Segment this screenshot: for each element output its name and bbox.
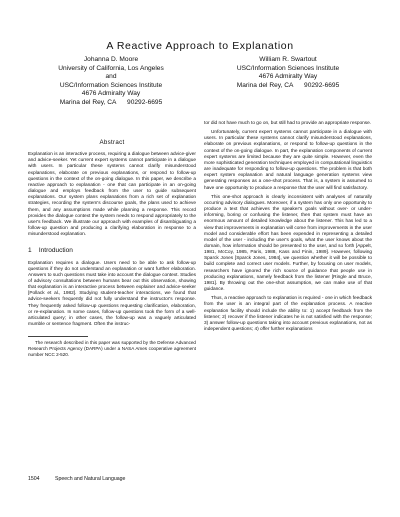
body-paragraph: This one-shot approach is clearly inconsistent with analyses of naturally occurring advisory dialogues. Moreover, if a system has only one opportunity to produce a text that achieves the speaker's goals without over- or under-informing, boring or confusing the listener, then that system must have an enormous amount of detailed knowledge about the listener. This has led to a view that improvements in explanation will come from improvements in the user model and considerable effort has been expended in representing a detailed model of the user - including the user's goals, what the user knows about the domain, how information should be presented to the user, and so forth [Appelt, 1981, McCoy, 1985, Paris, 1988, Kass and Finin, 1989]. However, following Sparck Jones [Sparck Jones, 1984], we question whether it will be possible to build complete and correct user models. Further, by focusing on user models, researchers have ignored the rich source of guidance that people use in producing explanations, namely feedback from the listener [Ringle and Bruce, 1981]. By throwing out the one-shot assumption, we can make use of that guidance. xyxy=(204,194,372,293)
author-swartout xyxy=(212,56,364,90)
left-column xyxy=(28,140,196,358)
footnote: The research described in this paper was supported by the Defense Advanced Research Projects Agency (DARPA) under a NASA Ames cooperative agreement number NCC 2-520. xyxy=(28,340,196,358)
body-paragraph: Thus, a reactive approach to explanation is required - one in which feedback from the user is an integral part of the explanation process. A reactive explanation facility should include the ability to: 1) accept feedback from the listener; 2) recover if the listener indicates he is not satisfied with the response; 3) answer follow-up questions taking into account previous explanations, not as independent questions; 4) offer further explanations xyxy=(204,296,372,332)
footnote-rule xyxy=(28,336,88,337)
author-line: Marina del Rey, CA 90292-6695 xyxy=(59,98,163,106)
abstract-text: Explanation is an interactive process, requiring a dialogue between advice-giver and advice-seeker. Yet current expert systems cannot participate in a dialogue with users. In particular these systems cannot clarify misunderstood explanations, elaborate on previous explanations, or respond to follow-up questions in the context of the on-going dialogue. In this paper, we describe a reactive approach to explanation - one that can participate in an on-going dialogue and employs feedback from the user to guide subsequent explanations. Our system plans explanations from a rich set of explanation strategies, recording the system's discourse goals, the plans used to achieve them, and any assumptions made while planning a response. This record provides the dialogue context the system needs to respond appropriately to the user's feedback. We illustrate our approach with examples of disambiguating a follow-up question and producing a clarifying elaboration in response to a misunderstood explanation. xyxy=(28,152,196,238)
author-line: William R. Swartout xyxy=(259,56,317,63)
author-line: 4676 Admiralty Way xyxy=(81,90,141,98)
author-line: Marina del Rey, CA 90292-6695 xyxy=(236,81,340,89)
body-paragraph: Unfortunately, current expert systems cannot participate in a dialogue with users. In particular these systems cannot clarify misunderstood explanations, elaborate on previous explanations, or respond to follow-up questions in the context of the on-going dialogue. In part, the explanation components of current expert systems are limited because they are quite simple. However, even the more sophisticated generation techniques employed in computational linguistics are inadequate for responding to follow-up questions. The problem is that both expert system explanation and natural language generation systems view generating responses as a one-shot process. That is, a system is assumed to have one opportunity to produce a response that the user will find satisfactory. xyxy=(204,130,372,191)
author-line: USC/Information Sciences Institute xyxy=(236,64,340,72)
author-line: Johanna D. Moore xyxy=(83,56,139,63)
footer-section: Speech and Natural Language xyxy=(55,476,126,482)
author-line: USC/Information Sciences Institute xyxy=(59,81,163,89)
author-line: University of California, Los Angeles xyxy=(58,64,164,72)
right-column xyxy=(204,121,372,336)
intro-paragraph: Explanation requires a dialogue. Users need to be able to ask follow-up questions if they do not understand an explanation or want further elaboration. Answers to such questions must take into account the dialogue context. Studies of advisory consultations between humans bear out this observation, showing that explanation is an interactive process between explainer and advice-seeker [Pollack et al., 1982]. Studying student-teacher interactions, we found that advice-seekers frequently did not fully understand the instructor's response. They frequently asked follow-up questions requesting clarification, elaboration, or re-explanation. In some cases, follow-up questions took the form of a well-articulated query; in other cases, the follow-up was a vaguely articulated mumble or sentence fragment. Often the instruc- xyxy=(28,260,196,328)
page-number: 1504 xyxy=(28,476,40,482)
author-line: and xyxy=(105,73,117,81)
page-footer xyxy=(28,476,139,482)
body-paragraph: tor did not have much to go on, but still had to provide an appropriate response. xyxy=(204,121,372,126)
author-moore xyxy=(36,56,186,108)
section-heading: 1 Introduction xyxy=(28,247,73,255)
author-line: 4676 Admiralty Way xyxy=(258,73,318,81)
paper-title: A Reactive Approach to Explanation xyxy=(106,40,294,52)
abstract-heading: Abstract xyxy=(99,139,125,146)
